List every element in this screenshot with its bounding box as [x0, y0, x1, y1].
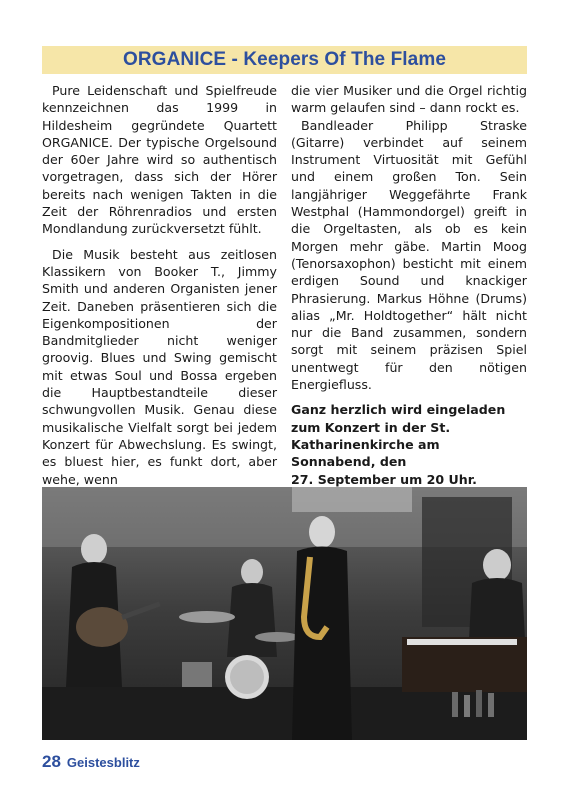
article-column-right — [291, 82, 527, 513]
invitation-date: 27. September um 20 Uhr. — [291, 471, 477, 487]
page-number: 28 — [42, 752, 61, 771]
band-photo — [42, 487, 527, 740]
band-photo-illustration — [42, 487, 527, 740]
article-title: ORGANICE - Keepers Of The Flame — [122, 49, 446, 70]
paragraph-intro: Pure Leidenschaft und Spielfreude kennzeichnen das 1999 in Hildesheim gegründete Quartett ORGANICE. Der typische Orgelsound der 60er Jahre wird so authentisch vorgetragen, dass sich der Hörer bereits nach wenigen Takten in die Zeit der Röhrenradios und ersten Mondlandung zurückversetzt fühlt. — [42, 83, 277, 237]
invitation-line: zum Konzert in der St. Katharinenkirche am Sonnabend, den — [291, 419, 451, 470]
paragraph-music: Die Musik besteht aus zeitlosen Klassikern von Booker T., Jimmy Smith und anderen Organisten jener Zeit. Daneben präsentieren sich die Eigenkompositionen der Bandmitglieder nicht weniger groovig. Blues und Swing gemischt mit etwas Soul und Bossa ergeben die Hauptbestandteile dieser schwungvollen Musik. Genau diese musikalische Vielfalt sorgt bei jedem Konzert für Abwechslung. Es swingt, es bluest hier, es funkt dort, aber wehe, wenn — [42, 246, 277, 487]
article-column-left — [42, 82, 277, 488]
invitation-line: Ganz herzlich wird eingeladen — [291, 402, 506, 418]
paragraph-band-members: Bandleader Philipp Straske (Gitarre) verbindet auf seinem Instrument Virtuosität mit Gefühl und einem großen Ton. Sein langjähriger Weggefährte Frank Westphal (Hammondorgel) greift in die Orgeltasten, als ob es kein Morgen mehr gäbe. Martin Moog (Tenorsaxophon) besticht mit einem erdigen Sound und knackiger Phrasierung. Markus Höhne (Drums) alias „Mr. Holdtogether“ hält nicht nur die Band zusammen, sondern sorgt mit seinem präzisen Spiel unentwegt für den nötigen Energiefluss. — [291, 117, 527, 393]
article-title-bar — [42, 46, 527, 74]
magazine-name: Geistesblitz — [66, 755, 140, 770]
paragraph-continuation: die vier Musiker und die Orgel richtig warm gelaufen sind – dann rockt es. — [291, 83, 527, 116]
page-footer — [42, 752, 140, 772]
